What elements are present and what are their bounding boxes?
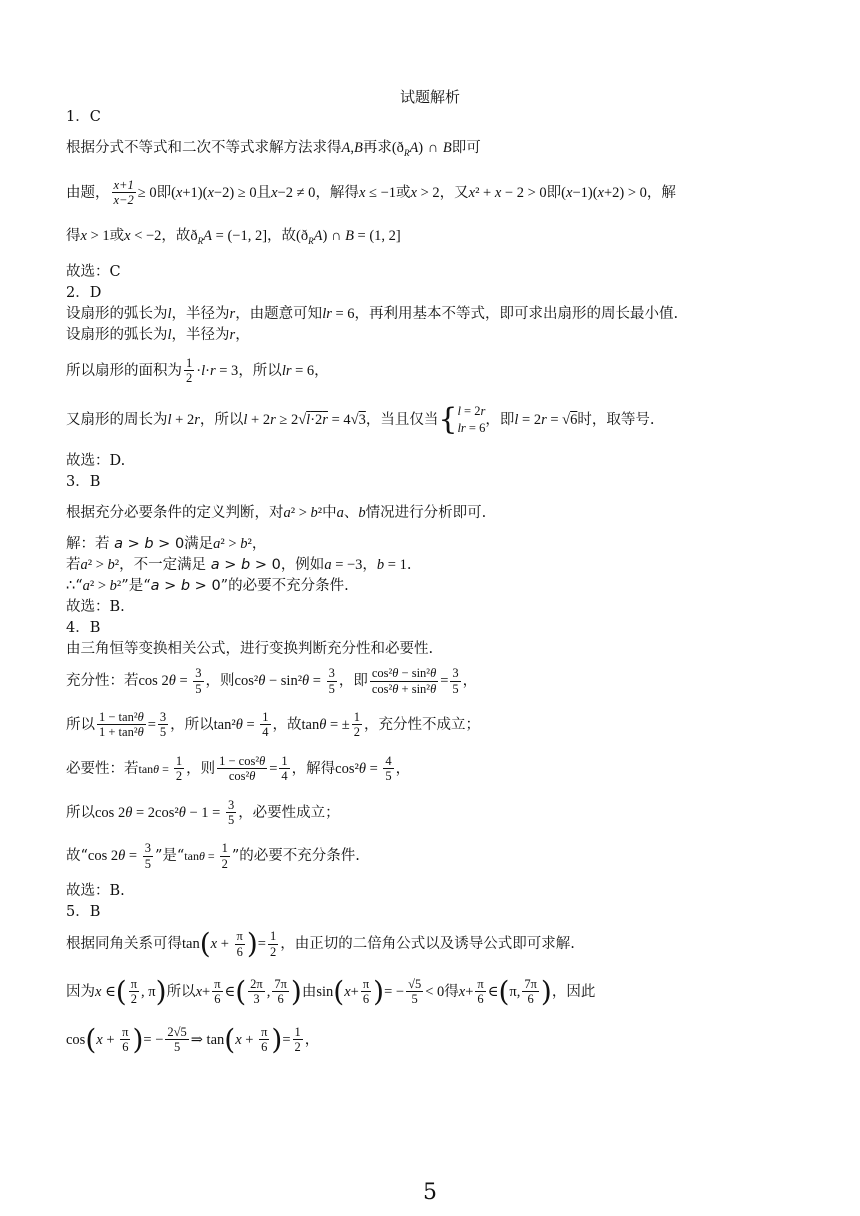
item-1-heading: 1．C (66, 109, 101, 125)
item-4-line-4: 必要性：若tanθ = $\frac{1}{2}$ ，则 $\frac{\text{1 − cos²θ}}{\text{cos²θ}}$ = $\frac{1}{4}$ ，解得cos²θ = $\frac{4}{5}$ ， (66, 753, 411, 784)
item-3-line-2: 解：若 a > b > 0满足a² > b²， (66, 536, 267, 553)
item-3-line-3: 若a² > b²，不一定满足 a > b > 0，例如a = −3，b = 1. (66, 557, 412, 574)
solutions-body (66, 107, 806, 1054)
item-2-line-2: 设扇形的弧长为l，半径为r， (66, 326, 250, 343)
page-title: 试题解析 (399, 88, 460, 106)
item-3-line-4: ∴“a² > b²”是“a > b > 0”的必要不充分条件. (66, 578, 349, 595)
item-5-line-1: 根据同角关系可得tan(x + $\frac{\pi}{6}$ )= $\frac{1}{2}$ ，由正切的二倍角公式以及诱导公式即可求解. (66, 927, 575, 960)
page-number: 5 (423, 1180, 437, 1205)
item-2-conclusion: 故选：D. (66, 453, 126, 470)
item-5-line-2: 因为x ∈( $\frac{\pi}{2}$ , π)所以x+ $\frac{\pi}{6}$ ∈( $\frac{2\pi}{3}$ , $\frac{7\pi}{6}$ )由sin(x+ $\frac{\pi}{6}$ )= − $\frac{√5}{5}$ < 0得x+ $\frac{\pi}{6}$ ∈(π, $\frac{7\pi}{6}$ )，因此 (66, 974, 596, 1008)
item-2-line-1: 设扇形的弧长为l，半径为r，由题意可知lr = 6，再利用基本不等式，即可求出扇形的周长最小值. (66, 305, 679, 322)
item-4-conclusion: 故选：B. (66, 883, 125, 900)
item-3-heading: 3．B (66, 474, 101, 491)
item-2-line-4: 又扇形的周长为l + 2r，所以l + 2r ≥ 2√l·2r = 4√3，当且仅当{ l = 2r lr = 6 ，即l = 2r = √6时，取等号. (66, 402, 655, 438)
item-4-line-3: 所以 $\frac{\text{1 − tan²θ}}{\text{1 + tan²θ}}$ = $\frac{3}{5}$ ，所以tan²θ = $\frac{1}{4}$ ，故tanθ = ± $\frac{1}{2}$ ，充分性不成立； (66, 710, 481, 740)
item-4-heading: 4．B (66, 620, 101, 637)
item-5-heading: 5．B (66, 904, 101, 921)
item-4-line-5: 所以cos 2θ = 2cos²θ − 1 = $\frac{3}{5}$ ，必要性成立； (66, 797, 340, 827)
item-1-conclusion: 故选：C (66, 263, 121, 280)
item-1-line-1: 根据分式不等式和二次不等式求解方法求得A,B再求$(ð_RA)$ ∩ B即可 (66, 140, 481, 158)
item-2-heading: 2．D (66, 284, 102, 301)
item-3-line-1: 根据充分必要条件的定义判断，对a² > b²中a、b情况进行分析即可. (66, 505, 487, 522)
item-2-line-3: 所以扇形的面积为 $\frac{1}{2}$ ·l·r = 3，所以lr = 6， (66, 355, 329, 386)
item-5-line-3: cos(x + $\frac{\pi}{6}$ )= − $\frac{2√5}{5}$ ⇒ tan(x + $\frac{\pi}{6}$ )= $\frac{1}{2}$ ， (66, 1022, 320, 1056)
item-1-line-2: 由题， $\frac{x+1}{x-2}$ ≥ 0即(x+1)(x−2) ≥ 0且x−2 ≠ 0，解得x ≤ −1或x > 2，又x² + x − 2 > 0即(x−1)(x+2) > 0，解 (66, 177, 676, 208)
item-3-conclusion: 故选：B. (66, 599, 125, 616)
item-4-line-2: 充分性：若cos 2θ = $\frac{3}{5}$ ，则cos²θ − sin²θ = $\frac{3}{5}$ ，即 $\frac{\text{cos²θ − sin²θ}}{\text{cos²θ + sin²θ}}$ = $\frac{3}{5}$ ， (66, 666, 478, 696)
item-1-line-3: 得x > 1或x < −2，故$ð_RA = (-1$, 2]，故$(ð_RA)$ ∩ B = (1, 2] (66, 227, 401, 246)
item-4-line-1: 由三角恒等变换相关公式，进行变换判断充分性和必要性. (66, 641, 434, 658)
item-4-line-6: 故“cos 2θ = $\frac{3}{5}$ ”是“tanθ = $\frac{1}{2}$ ”的必要不充分条件. (66, 841, 360, 871)
